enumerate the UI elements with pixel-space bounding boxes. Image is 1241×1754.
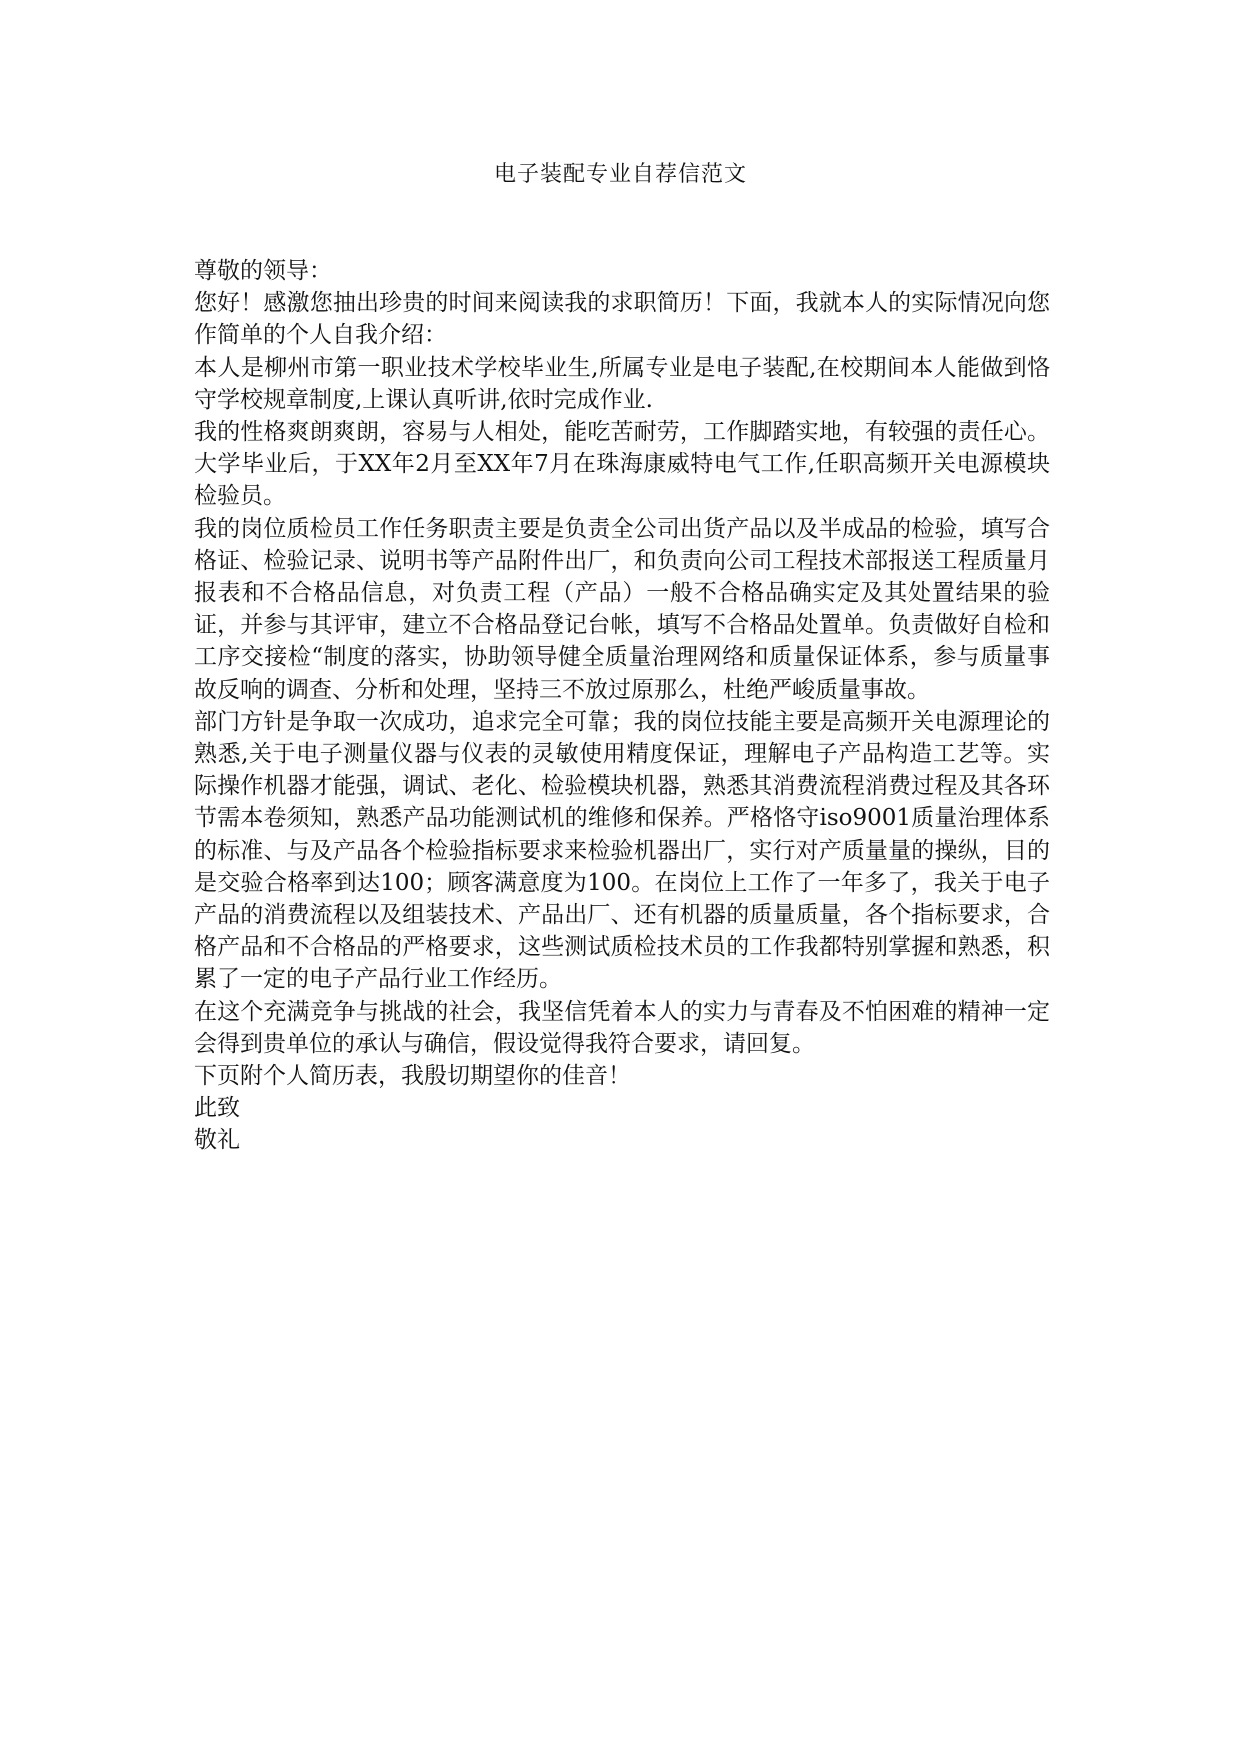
paragraph-greeting: 您好！感激您抽出珍贵的时间来阅读我的求职简历！下面，我就本人的实际情况向您作简单的个人自我介绍： [194, 290, 1050, 349]
paragraph-attachment-note: 下页附个人简历表，我殷切期望你的佳音！ [194, 1063, 631, 1090]
closing-line-2: 敬礼 [194, 1127, 240, 1154]
closing-line-1: 此致 [194, 1095, 240, 1122]
paragraph-education: 本人是柳州市第一职业技术学校毕业生,所属专业是电子装配,在校期间本人能做到恪守学校规章制度,上课认真听讲,依时完成作业. [194, 354, 1050, 413]
document-title: 电子装配专业自荐信范文 [493, 162, 747, 187]
paragraph-personality: 我的性格爽朗爽朗，容易与人相处，能吃苦耐劳，工作脚踏实地，有较强的责任心。大学毕业后，于XX年2月至XX年7月在珠海康威特电气工作,任职高频开关电源模块检验员。 [194, 419, 1050, 510]
paragraph-conclusion: 在这个充满竞争与挑战的社会，我坚信凭着本人的实力与青春及不怕困难的精神一定会得到贵单位的承认与确信，假设觉得我符合要求，请回复。 [194, 998, 1050, 1057]
letter-body [194, 255, 1050, 1157]
salutation: 尊敬的领导： [194, 258, 332, 284]
paragraph-duties: 我的岗位质检员工作任务职责主要是负责全公司出货产品以及半成品的检验，填写合格证、检验记录、说明书等产品附件出厂，和负责向公司工程技术部报送工程质量月报表和不合格品信息，对负责工程（产品）一般不合格品确实定及其处置结果的验证，并参与其评审，建立不合格品登记台帐，填写不合格品处置单。负责做好自检和工序交接检“制度的落实，协助领导健全质量治理网络和质量保证体系，参与质量事故反响的调查、分析和处理，坚持三不放过原那么，杜绝严峻质量事故。 [194, 515, 1050, 703]
paragraph-skills: 部门方针是争取一次成功，追求完全可靠；我的岗位技能主要是高频开关电源理论的熟悉,关于电子测量仪器与仪表的灵敏使用精度保证，理解电子产品构造工艺等。实际操作机器才能强，调试、老化、检验模块机器，熟悉其消费流程消费过程及其各环节需本卷须知，熟悉产品功能测试机的维修和保养。严格恪守iso9001质量治理体系的标准、与及产品各个检验指标要求来检验机器出厂，实行对产质量量的操纵，目的是交验合格率到达100；顾客满意度为100。在岗位上工作了一年多了，我关于电子产品的消费流程以及组装技术、产品出厂、还有机器的质量质量，各个指标要求，合格产品和不合格品的严格要求，这些测试质检技术员的工作我都特别掌握和熟悉，积累了一定的电子产品行业工作经历。 [194, 708, 1050, 993]
